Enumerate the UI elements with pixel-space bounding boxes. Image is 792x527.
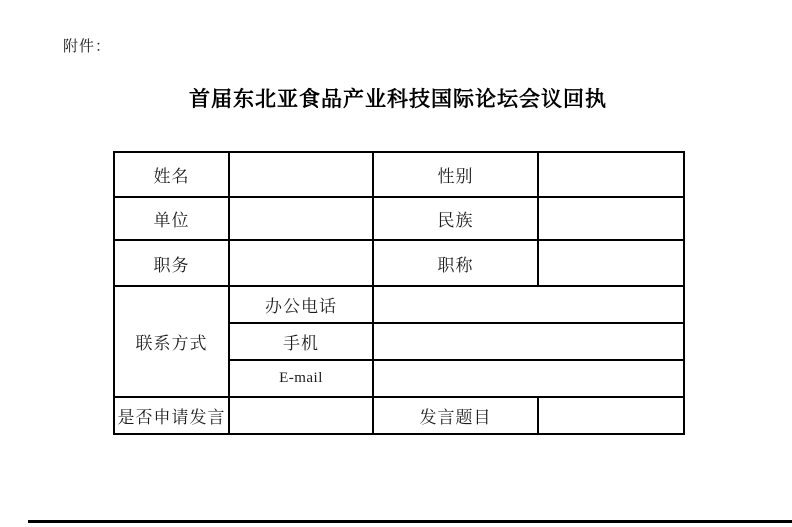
form-title: 首届东北亚食品产业科技国际论坛会议回执: [189, 87, 607, 111]
field-label-apply-speech: 是否申请发言: [114, 397, 229, 434]
field-value-professional-title[interactable]: [538, 240, 684, 286]
field-value-apply-speech[interactable]: [229, 397, 373, 434]
attachment-label: 附件：: [63, 39, 112, 55]
field-value-mobile[interactable]: [373, 323, 684, 360]
field-value-speech-topic[interactable]: [538, 397, 684, 434]
field-label-office-phone: 办公电话: [229, 286, 373, 323]
field-label-ethnicity: 民族: [373, 197, 538, 240]
table-row-speech: [114, 397, 684, 434]
table-row-org-ethnic: [114, 197, 684, 240]
table-row-office-phone: [114, 286, 684, 323]
field-label-position: 职务: [114, 240, 229, 286]
field-label-mobile: 手机: [229, 323, 373, 360]
field-value-gender[interactable]: [538, 152, 684, 197]
field-label-organization: 单位: [114, 197, 229, 240]
field-value-ethnicity[interactable]: [538, 197, 684, 240]
field-label-name: 姓名: [114, 152, 229, 197]
contact-group-label: 联系方式: [114, 286, 229, 397]
field-label-gender: 性别: [373, 152, 538, 197]
field-value-organization[interactable]: [229, 197, 373, 240]
page-bottom-divider: [28, 520, 792, 523]
table-row-position-title: [114, 240, 684, 286]
field-value-position[interactable]: [229, 240, 373, 286]
field-value-email[interactable]: [373, 360, 684, 397]
reply-form-table: [113, 151, 685, 435]
field-label-email: E-mail: [229, 360, 373, 397]
table-row-name-gender: [114, 152, 684, 197]
field-label-professional-title: 职称: [373, 240, 538, 286]
field-value-office-phone[interactable]: [373, 286, 684, 323]
field-label-speech-topic: 发言题目: [373, 397, 538, 434]
field-value-name[interactable]: [229, 152, 373, 197]
